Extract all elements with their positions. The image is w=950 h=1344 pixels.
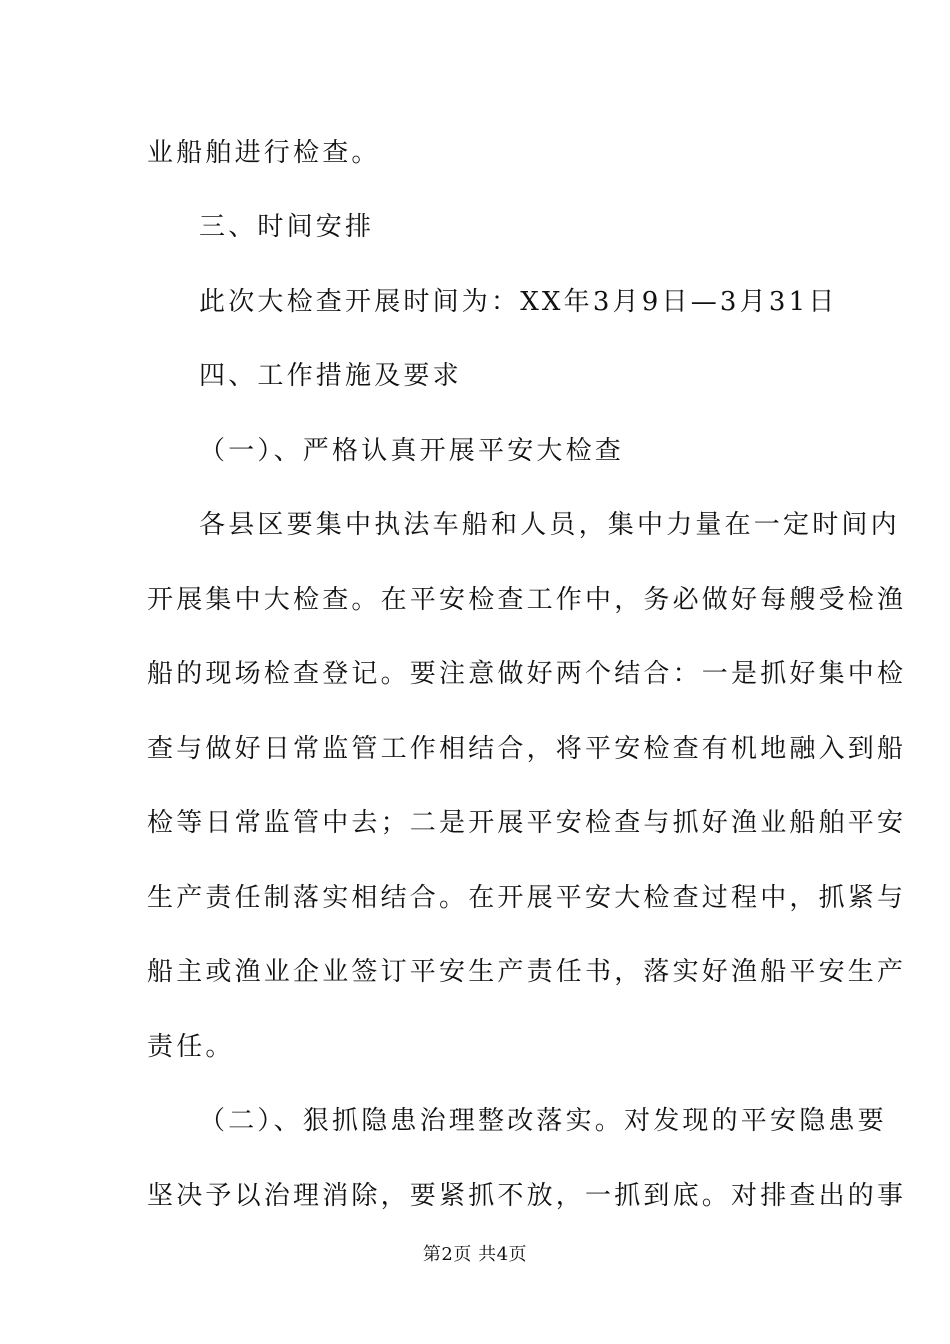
paragraph-line-3: 船的现场检查登记。要注意做好两个结合：一是抓好集中检 [147, 659, 907, 689]
text-line-1: 业船舶进行检查。 [147, 138, 381, 168]
paragraph-line-9: 坚决予以治理消除，要紧抓不放，一抓到底。对排查出的事 [147, 1181, 907, 1211]
paragraph-line-2: 开展集中大检查。在平安检查工作中，务必做好每艘受检渔 [147, 585, 907, 615]
paragraph-line-5: 检等日常监管中去；二是开展平安检查与抓好渔业船舶平安 [147, 808, 907, 838]
subsection-heading-1: （一）、严格认真开展平安大检查 [199, 436, 625, 466]
paragraph-line-8: 责任。 [147, 1032, 235, 1062]
paragraph-line-6: 生产责任制落实相结合。在开展平安大检查过程中，抓紧与 [147, 883, 907, 913]
page-number-footer: 第2页 共4页 [422, 1244, 528, 1265]
paragraph-line-1: 各县区要集中执法车船和人员，集中力量在一定时间内 [199, 510, 900, 540]
section-heading-measures: 四、工作措施及要求 [199, 361, 462, 391]
paragraph-line-7: 船主或渔业企业签订平安生产责任书，落实好渔船平安生产 [147, 957, 907, 987]
subsection-heading-2: （二）、狠抓隐患治理整改落实。对发现的平安隐患要 [199, 1106, 887, 1136]
text-line-schedule: 此次大检查开展时间为：XX年3月9日—3月31日 [199, 287, 838, 317]
paragraph-line-4: 查与做好日常监管工作相结合，将平安检查有机地融入到船 [147, 734, 907, 764]
section-heading-time: 三、时间安排 [199, 212, 375, 242]
